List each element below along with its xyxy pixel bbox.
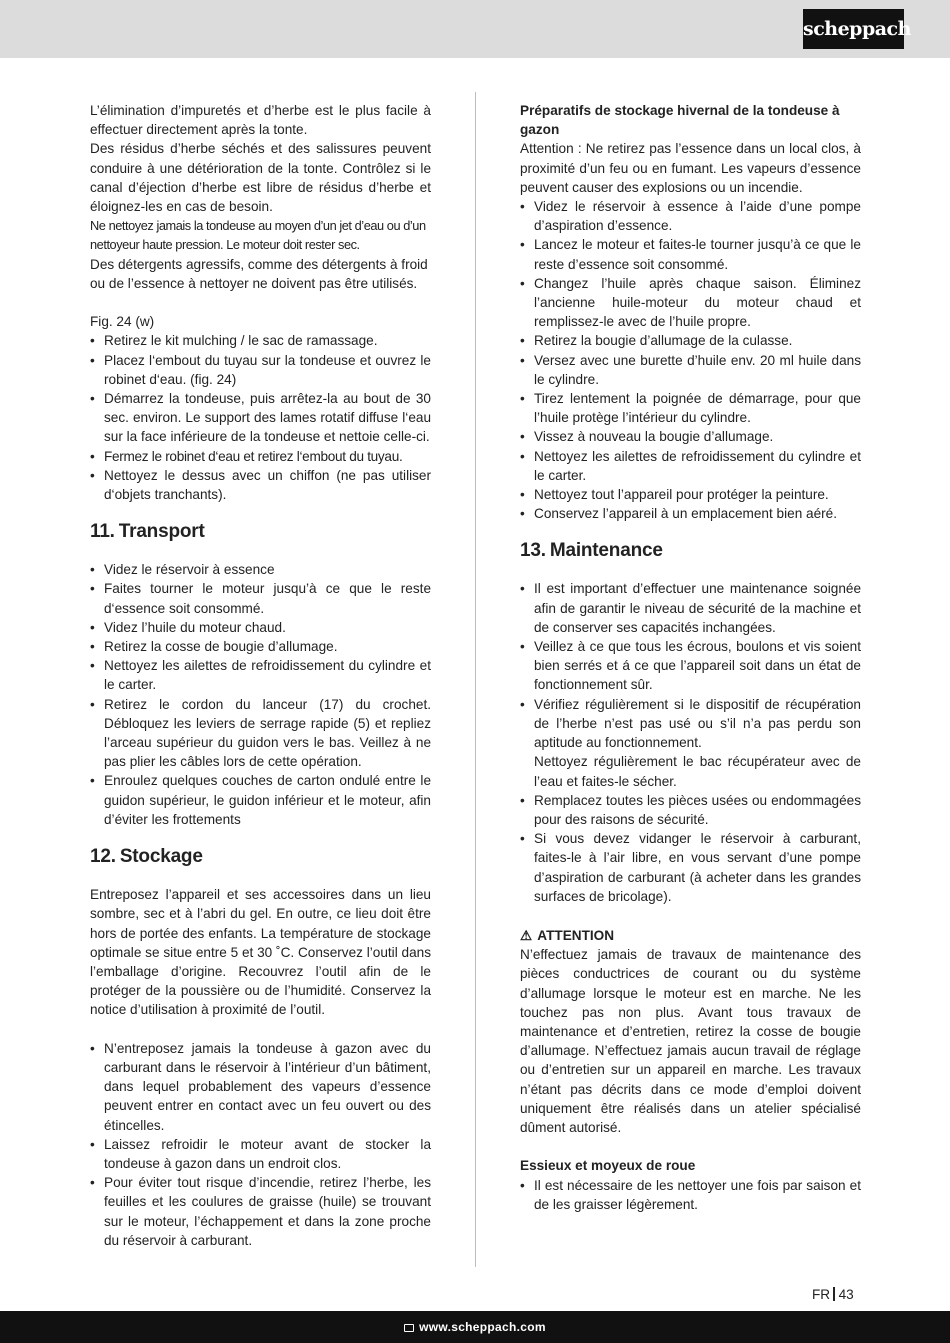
- list-item: • Il est nécessaire de les nettoyer une fois par saison et de les graisser légèrement.: [520, 1176, 861, 1214]
- section-heading-maintenance: 13. Maintenance: [520, 540, 663, 562]
- winter-storage-title: Préparatifs de stockage hivernal de la tondeuse à gazon: [520, 103, 840, 138]
- list-item: • Nettoyez les ailettes de refroidissement du cylindre et le carter.: [90, 656, 431, 694]
- essieux-list: [520, 1176, 861, 1214]
- section-heading-transport: 11. Transport: [90, 521, 205, 543]
- footer-url[interactable]: www.scheppach.com: [419, 1320, 546, 1334]
- column-divider: [475, 92, 476, 1267]
- list-item: • Tirez lentement la poignée de démarrage, pour que l’huile protège l’intérieur du cylindre.: [520, 389, 861, 427]
- winter-storage-list: [520, 197, 861, 523]
- monitor-icon: [404, 1324, 414, 1332]
- attention-text: N’effectuez jamais de travaux de maintenance des pièces conductrices de courant ou du système d’allumage lorsque le moteur est en marche. Ne les touchez pas non plus. Avant tous travaux de maintenance et d’entretien, retirez la cosse de bougie d’allumage. N’effectuez jamais aucun travail de réglage ou d’entretien sur un appareil en marche. Les travaux n’étant pas décrits dans ce mode d’emploi doivent uniquement être réalisés dans un atelier spécialisé dûment autorisé.: [520, 947, 861, 1135]
- list-item: • Fermez le robinet d‘eau et retirez l‘embout du tuyau.: [90, 447, 431, 466]
- page-number: FR 43: [812, 1287, 854, 1302]
- list-item: • Enroulez quelques couches de carton ondulé entre le guidon supérieur, le guidon inférieur et le moteur, afin d’éviter les frottements: [90, 771, 431, 829]
- list-item: • Laissez refroidir le moteur avant de stocker la tondeuse à gazon dans un endroit clos.: [90, 1135, 431, 1173]
- left-column: [90, 101, 431, 1250]
- list-item: • Veillez à ce que tous les écrous, boulons et vis soient bien serrés et á ce que l’appareil soit dans un état de fonctionnement sûr.: [520, 637, 861, 695]
- brand-logo: scheppach: [803, 9, 904, 49]
- list-item: • Placez l‘embout du tuyau sur la tondeuse et ouvrez le robinet d‘eau. (fig. 24): [90, 351, 431, 389]
- list-item: • Changez l’huile après chaque saison. Éliminez l’ancienne huile-moteur du moteur chaud et remplissez-le avec de l’huile propre.: [520, 274, 861, 332]
- list-item: • Retirez le cordon du lanceur (17) du crochet. Débloquez les leviers de serrage rapide (5) et repliez l’arceau supérieur du guidon vers le bas. Veillez à ne pas plier les câbles lors de cette opération.: [90, 695, 431, 772]
- list-item: • Videz le réservoir à essence: [90, 560, 431, 579]
- list-item: • Versez avec une burette d’huile env. 20 ml huile dans le cylindre.: [520, 351, 861, 389]
- stockage-text: Entreposez l’appareil et ses accessoires dans un lieu sombre, sec et à l’abri du gel. En outre, ce lieu doit être hors de portée des enfants. La température de stockage optimale se situe entre 5 et 30 ˚C. Conservez l’outil dans l’emballage d’origine. Recouvrez l’outil afin de le protéger de la poussière ou de l’humidité. Conservez la notice d’utilisation à proximité de l’outil.: [90, 887, 431, 1018]
- right-column: [520, 101, 861, 1214]
- list-item: • Nettoyez le dessus avec un chiffon (ne pas utiliser d‘objets tranchants).: [90, 466, 431, 504]
- list-item: • N’entreposez jamais la tondeuse à gazon avec du carburant dans le réservoir à l’intérieur d’un bâtiment, dans lequel probablement des vapeurs d’essence peuvent entrer en contact avec un feu ouvert ou des étincelles.: [90, 1039, 431, 1135]
- attention-heading: ⚠ ATTENTION: [520, 926, 861, 945]
- list-item: • Conservez l’appareil à un emplacement bien aéré.: [520, 504, 861, 523]
- page-separator: [833, 1287, 835, 1301]
- warning-icon: ⚠: [520, 927, 533, 943]
- list-item: • Démarrez la tondeuse, puis arrêtez-la au bout de 30 sec. environ. Le support des lames rotatif diffuse l‘eau sur la face inférieure de la tondeuse et nettoie celle-ci.: [90, 389, 431, 447]
- transport-list: [90, 560, 431, 829]
- section-heading-stockage: 12. Stockage: [90, 846, 203, 868]
- essieux-heading: Essieux et moyeux de roue: [520, 1158, 696, 1174]
- list-item: • Il est important d’effectuer une maintenance soignée afin de garantir le niveau de sécurité de la machine et de conserver ses capacités inchangées.: [520, 579, 861, 637]
- list-item: • Nettoyez tout l’appareil pour protéger la peinture.: [520, 485, 861, 504]
- winter-storage-attention: Attention : Ne retirez pas l’essence dans un local clos, à proximité d’un feu ou en fumant. Les vapeurs d’essence peuvent causer des explosions ou un incendie.: [520, 141, 861, 195]
- list-item: • Remplacez toutes les pièces usées ou endommagées pour des raisons de sécurité.: [520, 791, 861, 829]
- maintenance-list: [520, 579, 861, 905]
- list-item: • Retirez le kit mulching / le sac de ramassage.: [90, 331, 431, 350]
- cleaning-intro-2: Des résidus d’herbe séchés et des salissures peuvent conduire à une détérioration de la tonte. Contrôlez si le canal d’éjection d’herbe est libre de résidus d’herbe et éloignez-les en cas de besoin.: [90, 141, 431, 215]
- footer-bar: [0, 1311, 950, 1343]
- fig-label: Fig. 24 (w): [90, 314, 155, 330]
- cleaning-intro-1: L’élimination d’impuretés et d’herbe est le plus facile à effectuer directement après la tonte.: [90, 103, 431, 138]
- list-item: • Videz l’huile du moteur chaud.: [90, 618, 431, 637]
- list-item: • Retirez la bougie d’allumage de la culasse.: [520, 331, 861, 350]
- list-item: • Vérifiez régulièrement si le dispositif de récupération de l’herbe n’est pas usé ou s’il n’a pas perdu son aptitude au fonctionnement. Nettoyez régulièrement le bac récupérateur avec de l’eau et faites-le sécher.: [520, 695, 861, 791]
- cleaning-intro-4: Des détergents agressifs, comme des détergents à froid ou de l’essence à nettoyer ne doivent pas être utilisés.: [90, 256, 428, 291]
- list-item: • Vissez à nouveau la bougie d’allumage.: [520, 427, 861, 446]
- stockage-list: [90, 1039, 431, 1250]
- list-item: • Pour éviter tout risque d’incendie, retirez l’herbe, les feuilles et les coulures de graisse (huile) se trouvant sur le moteur, l’échappement et dans la zone proche du réservoir à carburant.: [90, 1173, 431, 1250]
- list-item: • Faites tourner le moteur jusqu’à ce que le reste d‘essence soit consommé.: [90, 579, 431, 617]
- list-item: • Retirez la cosse de bougie d’allumage.: [90, 637, 431, 656]
- fig-steps-list: [90, 331, 431, 504]
- cleaning-intro-3: Ne nettoyez jamais la tondeuse au moyen d’un jet d’eau ou d’un nettoyeur haute pression. Le moteur doit rester sec.: [90, 218, 426, 253]
- list-item: • Videz le réservoir à essence à l’aide d’une pompe d’aspiration d’essence.: [520, 197, 861, 235]
- list-item: • Nettoyez les ailettes de refroidissement du cylindre et le carter.: [520, 447, 861, 485]
- list-item: • Si vous devez vidanger le réservoir à carburant, faites-le à l’air libre, en vous servant d’une pompe d’aspiration de carburant (à acheter dans les grandes surfaces de bricolage).: [520, 829, 861, 906]
- list-item: • Lancez le moteur et faites-le tourner jusqu’à ce que le reste d’essence soit consommé.: [520, 235, 861, 273]
